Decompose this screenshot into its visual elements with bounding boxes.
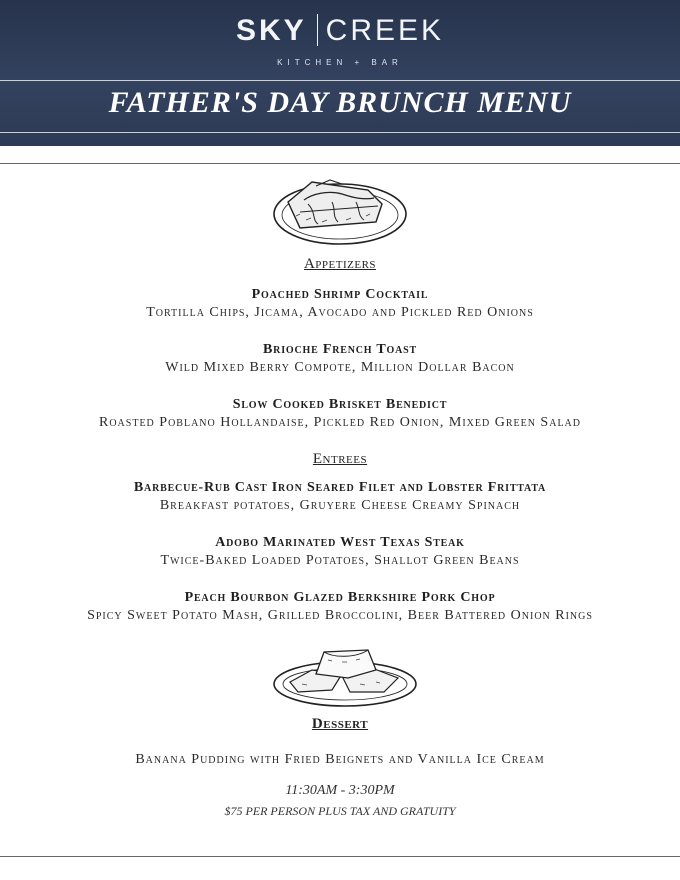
menu-item-name: Adobo Marinated West Texas Steak xyxy=(215,535,465,550)
bottom-divider xyxy=(0,856,680,857)
menu-item-description: Breakfast potatoes, Gruyere Cheese Creamy Spinach xyxy=(159,498,521,513)
beignets-plate-icon xyxy=(272,644,418,715)
menu-item-description: Wild Mixed Berry Compote, Million Dollar Bacon xyxy=(165,360,515,375)
header-rule-top xyxy=(0,80,680,81)
top-divider xyxy=(0,163,680,164)
menu-item-description: Roasted Poblano Hollandaise, Pickled Red Onion, Mixed Green Salad xyxy=(99,415,581,430)
menu-item-name: Poached Shrimp Cocktail xyxy=(251,287,429,302)
french-toast-plate-icon xyxy=(272,172,408,253)
brand-right: CREEK xyxy=(325,14,445,47)
page-title: FATHER'S DAY BRUNCH MENU xyxy=(108,86,572,119)
brand-logo xyxy=(0,14,680,48)
header-rule-bottom xyxy=(0,132,680,133)
section-heading-entrees: Entrees xyxy=(312,451,368,467)
price-note: $75 PER PERSON PLUS TAX AND GRATUITY xyxy=(224,804,456,818)
brand-separator xyxy=(317,14,318,46)
menu-item-description: Tortilla Chips, Jicama, Avocado and Pickled Red Onions xyxy=(146,305,534,320)
section-heading-dessert: Dessert xyxy=(311,716,369,732)
section-heading-appetizers: Appetizers xyxy=(303,256,377,272)
menu-item-description: Twice-Baked Loaded Potatoes, Shallot Green Beans xyxy=(160,553,520,568)
menu-item-name: Peach Bourbon Glazed Berkshire Pork Chop xyxy=(184,590,496,605)
menu-item-description: Spicy Sweet Potato Mash, Grilled Broccolini, Beer Battered Onion Rings xyxy=(87,608,593,623)
menu-item-name: Barbecue-Rub Cast Iron Seared Filet and Lobster Frittata xyxy=(133,480,547,495)
menu-item-name: Slow Cooked Brisket Benedict xyxy=(232,397,448,412)
menu-item-name: Brioche French Toast xyxy=(263,342,417,357)
menu-item-description: Banana Pudding with Fried Beignets and Vanilla Ice Cream xyxy=(135,752,545,767)
service-hours: 11:30AM - 3:30PM xyxy=(285,783,395,798)
brand-left: SKY xyxy=(235,14,307,47)
header-banner xyxy=(0,0,680,146)
brand-tagline: KITCHEN + BAR xyxy=(277,58,403,67)
